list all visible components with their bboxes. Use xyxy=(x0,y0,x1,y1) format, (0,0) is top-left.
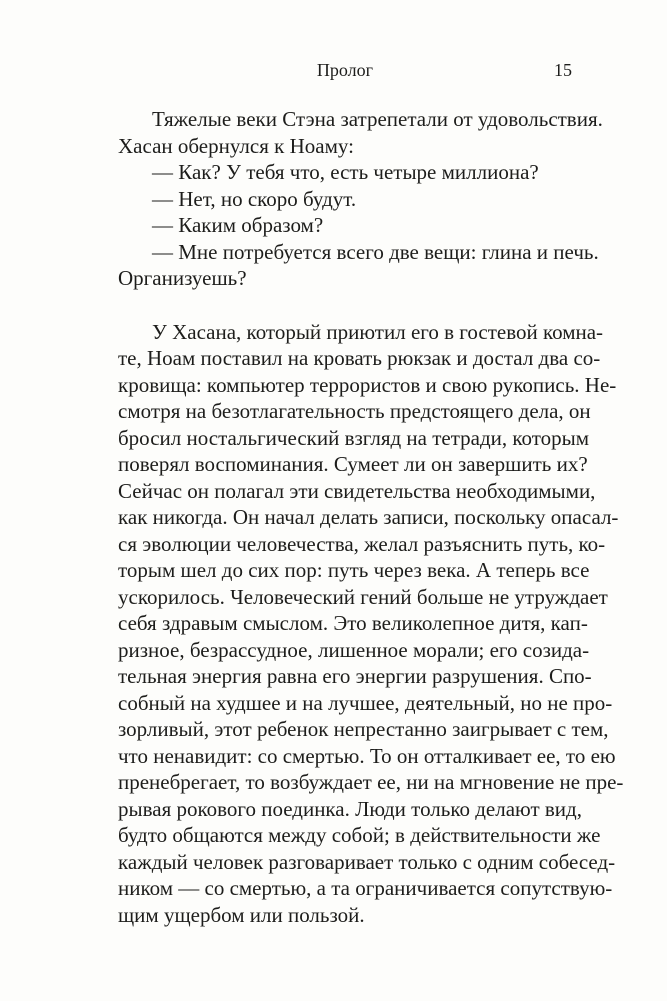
text-line: будто общаются между собой; в действительности же xyxy=(118,823,601,847)
text-line: ся эволюции человечества, желал разъяснить путь, ко- xyxy=(118,531,606,556)
text-line: собный на худшее и на лучшее, деятельный, но не про- xyxy=(118,690,613,715)
text-line: кровища: компьютер террористов и свою рукопись. Не- xyxy=(118,372,617,397)
text-line: щим ущербом или пользой. xyxy=(118,902,365,927)
text-line: смотря на безотлагательность предстоящего дела, он xyxy=(118,399,591,423)
text-line: торым шел до сих пор: путь через века. А теперь все xyxy=(118,558,590,582)
text-line: как никогда. Он начал делать записи, поскольку опасал- xyxy=(118,505,619,529)
text-line: бросил ностальгический взгляд на тетради, которым xyxy=(118,425,590,450)
dialogue-line: — Мне потребуется всего две вещи: глина и печь. xyxy=(152,239,599,264)
text-line: Тяжелые веки Стэна затрепетали от удовольствия. xyxy=(152,107,603,131)
text-line: рывая рокового поединка. Люди только делают вид, xyxy=(118,796,582,821)
body-text xyxy=(118,106,624,928)
page-number: 15 xyxy=(554,60,572,80)
text-line: себя здравым смыслом. Это великолепное дитя, кап- xyxy=(118,611,588,635)
text-line: У Хасана, который приютил его в гостевой комна- xyxy=(152,319,604,344)
text-line: Сейчас он полагал эти свидетельства необходимыми, xyxy=(118,478,596,503)
text-line: поверял воспоминания. Сумеет ли он завершить их? xyxy=(118,452,588,476)
running-head xyxy=(118,60,572,84)
text-line: что ненавидит: со смертью. То он отталкивает ее, то ею xyxy=(118,743,616,768)
text-line: те, Ноам поставил на кровать рюкзак и достал два со- xyxy=(118,346,601,370)
dialogue-line: — Нет, но скоро будут. xyxy=(152,186,357,211)
text-line: Хасан обернулся к Ноаму: xyxy=(118,133,354,158)
text-line: тельная энергия равна его энергии разрушения. Спо- xyxy=(118,664,592,688)
text-line: ризное, безрассудное, лишенное морали; его созида- xyxy=(118,637,590,662)
text-line: каждый человек разговаривает только с одним собесед- xyxy=(118,849,616,874)
text-line: зорливый, этот ребенок непрестанно заигрывает с тем, xyxy=(118,717,609,741)
dialogue-line: — Каким образом? xyxy=(152,213,324,237)
chapter-title: Пролог xyxy=(316,60,374,80)
text-line: пренебрегает, то возбуждает ее, ни на мгновение не пре- xyxy=(118,770,624,794)
text-line: ускорилось. Человеческий гений больше не утруждает xyxy=(118,584,608,609)
dialogue-line: — Как? У тебя что, есть четыре миллиона? xyxy=(152,160,539,184)
paragraph-spacer xyxy=(118,292,572,319)
text-line: Организуешь? xyxy=(118,266,247,290)
text-line: ником — со смертью, а та ограничивается сопутствую- xyxy=(118,876,613,900)
